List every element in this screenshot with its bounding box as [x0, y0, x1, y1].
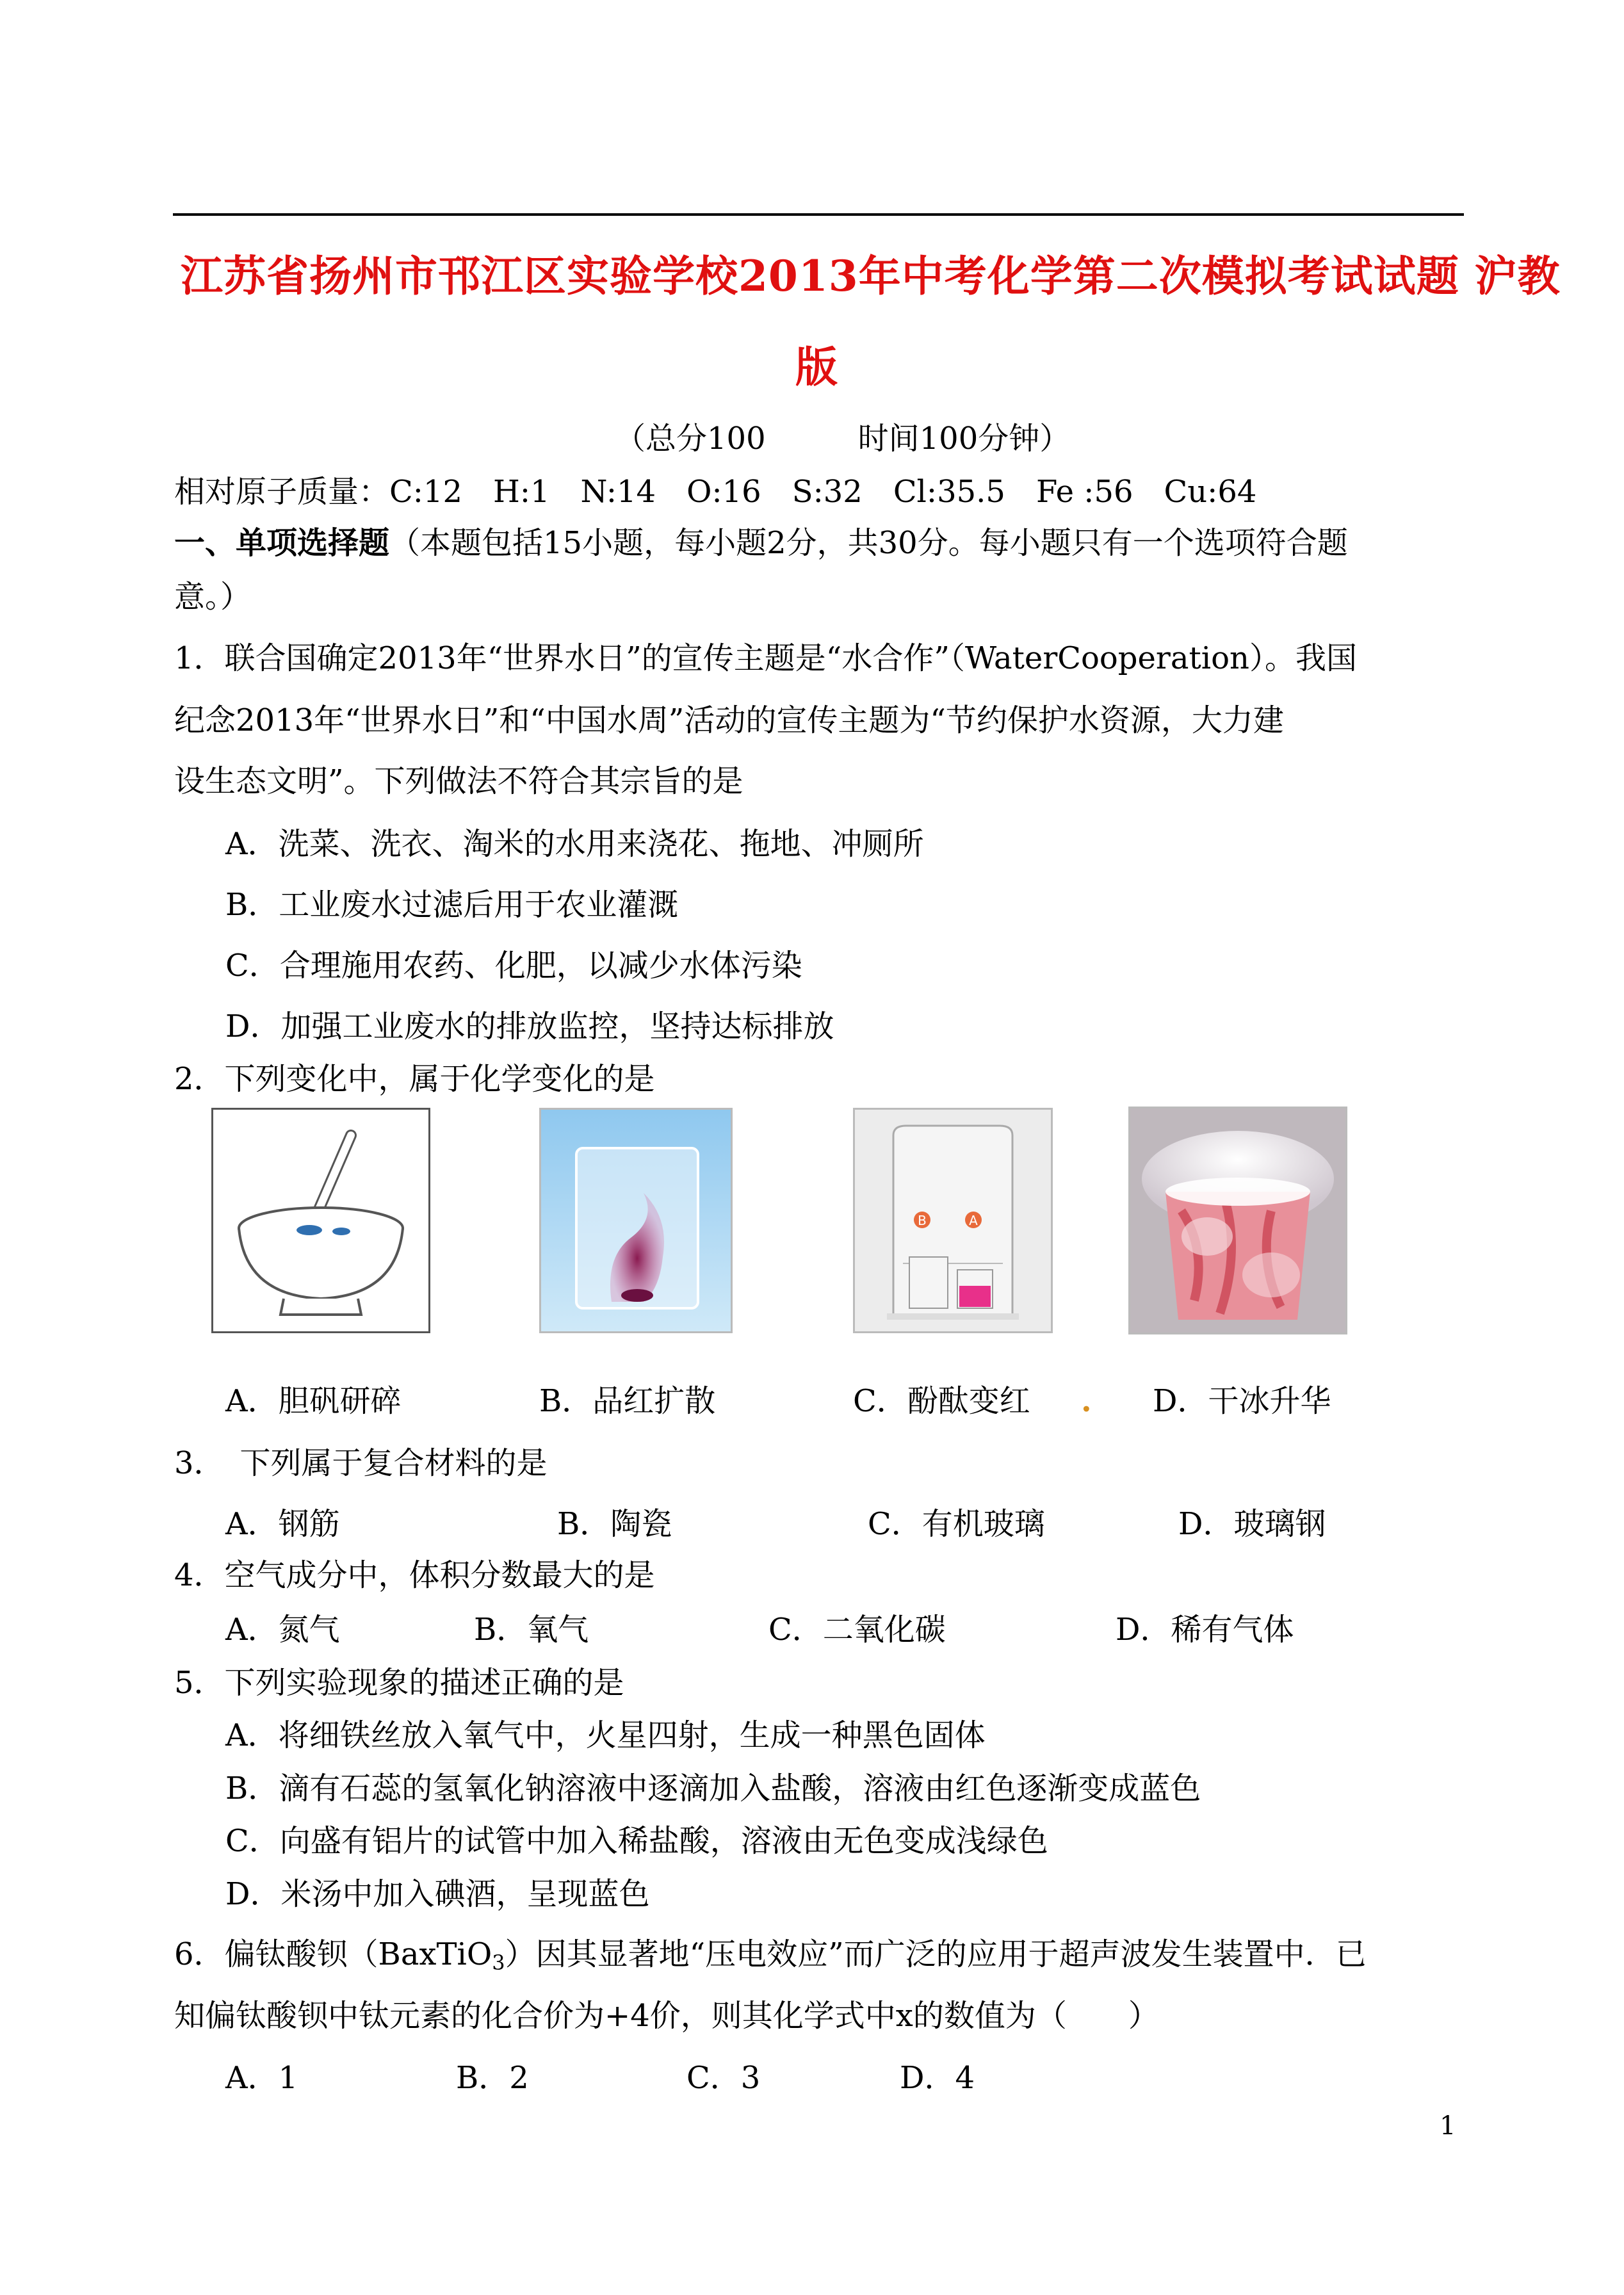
q1-option-c: C．合理施用农药、化肥，以减少水体污染: [225, 948, 802, 984]
page-number: 1: [1440, 2111, 1456, 2141]
section1-desc2: 意。）: [174, 579, 252, 615]
beaker-b-label: B: [918, 1213, 927, 1228]
q1-stem-line3: 设生态文明”。下列做法不符合其宗旨的是: [174, 763, 743, 799]
q5-option-d: D．米汤中加入碘酒，呈现蓝色: [225, 1876, 650, 1912]
q3-stem: 3． 下列属于复合材料的是: [174, 1445, 548, 1481]
page-title-line2: 版: [795, 342, 838, 392]
q6-line1-subscript: 3: [492, 1950, 505, 1975]
section1-desc1: （本题包括15小题，每小题2分，共30分。每小题只有一个选项符合题: [389, 525, 1348, 561]
q6-option-a: A．1: [225, 2060, 298, 2096]
dye-diffusion-image: [539, 1108, 733, 1333]
q5-option-c: C．向盛有铝片的试管中加入稀盐酸，溶液由无色变成浅绿色: [225, 1823, 1048, 1859]
q4-option-d: D．稀有气体: [1116, 1612, 1294, 1648]
q6-option-c: C．3: [686, 2060, 761, 2096]
beaker-a-label: A: [969, 1213, 978, 1228]
q6-option-d: D．4: [900, 2060, 975, 2096]
atomic-mass: 相对原子质量：C:12 H:1 N:14 O:16 S:32 Cl:35.5 Fe :56 Cu:64: [174, 474, 1257, 510]
q4-stem: 4．空气成分中，体积分数最大的是: [174, 1557, 655, 1593]
q2-option-a: A．胆矾研碎: [225, 1383, 402, 1419]
section1-heading-line: [174, 524, 1348, 562]
q2-stem: 2．下列变化中，属于化学变化的是: [174, 1061, 655, 1097]
header-rule: [173, 213, 1464, 216]
q6-stem-line1: [174, 1935, 1367, 1982]
dry-ice-image: [1128, 1107, 1347, 1334]
q1-stem-line1: 1．联合国确定2013年“世界水日”的宣传主题是“水合作”（WaterCooperation）。我国: [174, 640, 1357, 676]
q3-option-c: C．有机玻璃: [868, 1506, 1045, 1542]
mortar-pestle-image: [211, 1108, 430, 1333]
q1-option-d: D．加强工业废水的排放监控，坚持达标排放: [225, 1009, 834, 1044]
q6-line1-pre: 6．偏钛酸钡（BaxTiO: [174, 1936, 492, 1972]
q4-option-b: B．氧气: [474, 1612, 589, 1648]
page-title-line1: 江苏省扬州市邗江区实验学校2013年中考化学第二次模拟考试试题 沪教: [181, 251, 1561, 301]
q1-option-a: A．洗菜、洗衣、淘米的水用来浇花、拖地、冲厕所: [225, 826, 924, 862]
q2-option-d: D．干冰升华: [1153, 1383, 1331, 1419]
q1-option-b: B．工业废水过滤后用于农业灌溉: [225, 887, 679, 923]
q6-stem-line2: 知偏钛酸钡中钛元素的化合价为+4价，则其化学式中x的数值为（ ）: [174, 1998, 1159, 2034]
q4-option-c: C．二氧化碳: [768, 1612, 946, 1648]
q5-option-a: A．将细铁丝放入氧气中，火星四射，生成一种黑色固体: [225, 1717, 986, 1753]
q2-option-b: B．品红扩散: [539, 1383, 716, 1419]
stray-dot: .: [1081, 1383, 1092, 1419]
q1-stem-line2: 纪念2013年“世界水日”和“中国水周”活动的宣传主题为“节约保护水资源，大力建: [174, 702, 1284, 738]
q5-stem: 5．下列实验现象的描述正确的是: [174, 1665, 624, 1701]
q3-option-d: D．玻璃钢: [1178, 1506, 1326, 1542]
q3-option-b: B．陶瓷: [557, 1506, 672, 1542]
section1-heading: 一、单项选择题: [174, 525, 390, 561]
q6-option-b: B．2: [456, 2060, 529, 2096]
phenolphthalein-image: [853, 1108, 1053, 1333]
q5-option-b: B．滴有石蕊的氢氧化钠溶液中逐滴加入盐酸，溶液由红色逐渐变成蓝色: [225, 1771, 1201, 1806]
q6-line1-post: ）因其显著地“压电效应”而广泛的应用于超声波发生装置中．已: [505, 1936, 1367, 1972]
score-info: （总分100 时间100分钟）: [615, 421, 1071, 457]
q3-option-a: A．钢筋: [225, 1506, 340, 1542]
q4-option-a: A．氮气: [225, 1612, 340, 1648]
q2-option-c: C．酚酞变红: [853, 1383, 1030, 1419]
